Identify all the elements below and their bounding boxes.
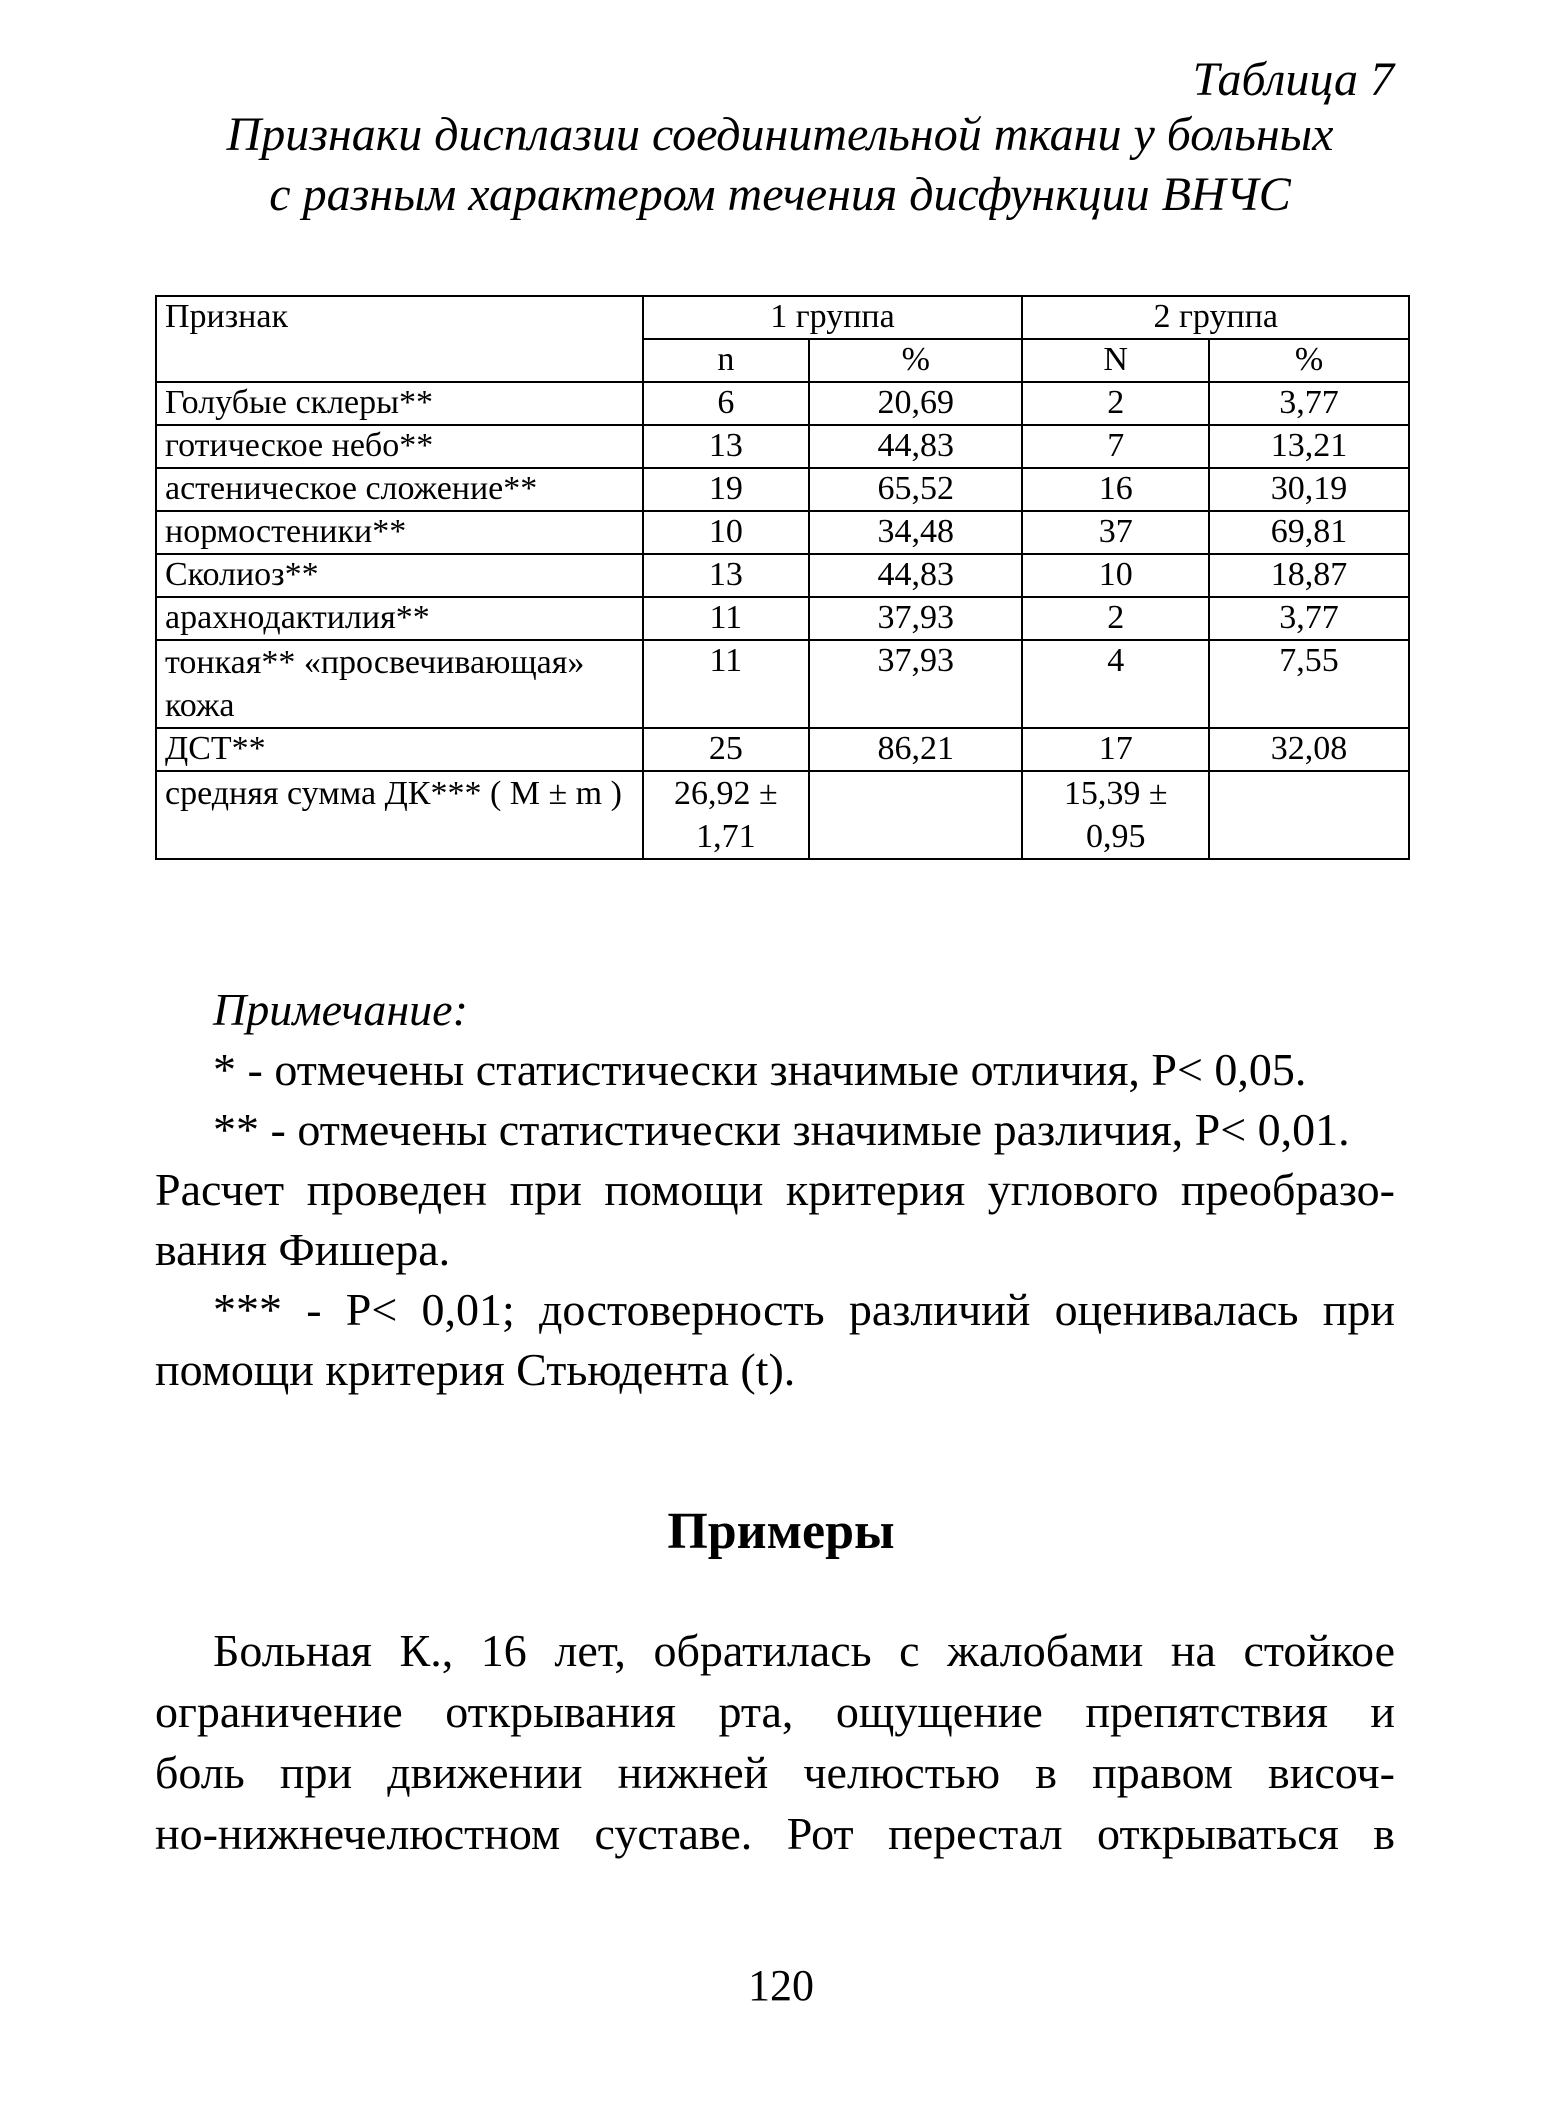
cell-g2-n: 10 (1022, 554, 1209, 597)
table-title (150, 105, 1410, 225)
body-line: Больная К., 16 лет, обратилась с жалобами на стойкое (213, 1625, 1395, 1676)
cell-g1-pct: 86,21 (809, 728, 1022, 771)
table-row (156, 511, 1409, 554)
cell-g2-n: 4 (1022, 640, 1209, 728)
cell-g2-pct (1209, 771, 1409, 859)
table-row (156, 597, 1409, 640)
cell-g2-pct: 18,87 (1209, 554, 1409, 597)
table-row (156, 728, 1409, 771)
note-line: *** - P< 0,01; достоверность различий оценивалась при (213, 1284, 1395, 1335)
cell-g1-n: 13 (643, 425, 810, 468)
note-title: Примечание: (213, 984, 468, 1035)
cell-g2-n: 15,39 ± 0,95 (1022, 771, 1209, 859)
cell-feature: готическое небо** (156, 425, 643, 468)
cell-feature: арахнодактилия** (156, 597, 643, 640)
cell-g1-n: 6 (643, 382, 810, 425)
cell-g2-n: 17 (1022, 728, 1209, 771)
header-feature: Признак (156, 296, 643, 382)
cell-feature: тонкая** «просвечивающая» кожа (156, 640, 643, 728)
table-title-line: Признаки дисплазии соединительной ткани у больных (226, 108, 1334, 161)
cell-feature: астеническое сложение** (156, 468, 643, 511)
cell-g1-n: 25 (643, 728, 810, 771)
cell-g2-n: 37 (1022, 511, 1209, 554)
cell-g1-n: 13 (643, 554, 810, 597)
cell-g1-pct (809, 771, 1022, 859)
table-row (156, 425, 1409, 468)
table-title-line: с разным характером течения дисфункции ВНЧС (269, 168, 1291, 221)
table-number: Таблица 7 (1192, 53, 1394, 106)
cell-feature: нормостеники** (156, 511, 643, 554)
cell-g2-pct: 30,19 (1209, 468, 1409, 511)
cell-g2-pct: 3,77 (1209, 597, 1409, 640)
cell-g2-pct: 32,08 (1209, 728, 1409, 771)
cell-g2-n: 16 (1022, 468, 1209, 511)
cell-g1-n: 10 (643, 511, 810, 554)
cell-g2-pct: 3,77 (1209, 382, 1409, 425)
cell-g1-pct: 65,52 (809, 468, 1022, 511)
cell-g1-pct: 37,93 (809, 597, 1022, 640)
note-line: * - отмечены статистически значимые отличия, P< 0,05. (213, 1044, 1307, 1095)
note-line: Расчет проведен при помощи критерия углового преобразо- (155, 1164, 1395, 1215)
header-group1: 1 группа (643, 296, 1023, 339)
table-header-row (156, 296, 1409, 339)
body-paragraph (155, 1620, 1395, 1864)
table-row (156, 640, 1409, 728)
section-heading: Примеры (667, 1503, 895, 1560)
cell-g1-pct: 37,93 (809, 640, 1022, 728)
page-number: 120 (748, 1961, 814, 2010)
cell-feature: Голубые склеры** (156, 382, 643, 425)
table-row (156, 382, 1409, 425)
cell-g2-pct: 69,81 (1209, 511, 1409, 554)
body-line: ограничение открывания рта, ощущение препятствия и (155, 1686, 1395, 1737)
note-line: помощи критерия Стьюдента (t). (155, 1344, 796, 1395)
cell-g2-pct: 13,21 (1209, 425, 1409, 468)
cell-g1-n: 11 (643, 597, 810, 640)
header-g1-pct: % (809, 339, 1022, 382)
cell-g1-pct: 44,83 (809, 554, 1022, 597)
body-line: но-нижнечелюстном суставе. Рот перестал открываться в (155, 1808, 1395, 1859)
note-line: ** - отмечены статистически значимые различия, P< 0,01. (213, 1104, 1350, 1155)
table-row (156, 468, 1409, 511)
header-g2-pct: % (1209, 339, 1409, 382)
cell-feature: Сколиоз** (156, 554, 643, 597)
cell-g2-pct: 7,55 (1209, 640, 1409, 728)
header-g1-n: n (643, 339, 810, 382)
table-row (156, 554, 1409, 597)
note-line: вания Фишера. (155, 1224, 451, 1275)
cell-g1-pct: 44,83 (809, 425, 1022, 468)
table-note (155, 980, 1395, 1400)
cell-g1-n: 11 (643, 640, 810, 728)
cell-feature: ДСТ** (156, 728, 643, 771)
cell-g2-n: 2 (1022, 382, 1209, 425)
cell-g1-pct: 20,69 (809, 382, 1022, 425)
header-g2-n: N (1022, 339, 1209, 382)
body-line: боль при движении нижней челюстью в правом височ- (155, 1747, 1395, 1798)
cell-g2-n: 7 (1022, 425, 1209, 468)
cell-g2-n: 2 (1022, 597, 1209, 640)
data-table (155, 295, 1410, 860)
cell-g1-n: 26,92 ± 1,71 (643, 771, 810, 859)
table-row (156, 771, 1409, 859)
cell-g1-pct: 34,48 (809, 511, 1022, 554)
cell-g1-n: 19 (643, 468, 810, 511)
header-group2: 2 группа (1022, 296, 1409, 339)
cell-feature: средняя сумма ДК*** ( M ± m ) (156, 771, 643, 859)
